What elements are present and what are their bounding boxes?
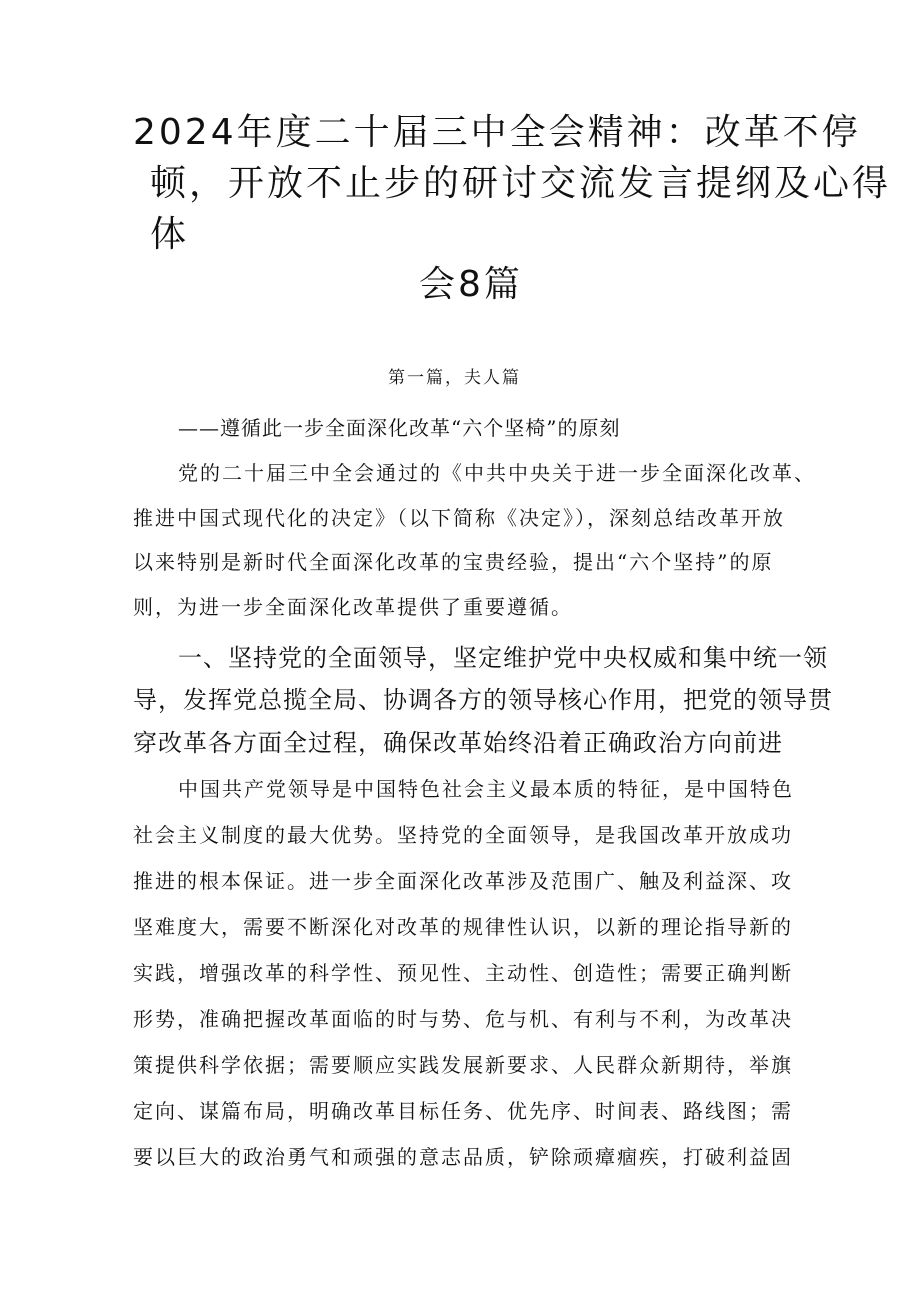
body-paragraph-line: 定向、谋篇布局，明确改革目标任务、优先序、时间表、路线图；需 [133,1099,793,1123]
document-title-line-1: 2024年度二十届三中全会精神：改革不停 [133,112,861,153]
body-paragraph-line: 形势，准确把握改革面临的时与势、危与机、有利与不利，为改革决 [133,1007,793,1031]
body-paragraph-line: 中国共产党领导是中国特色社会主义最本质的特征，是中国特色 [178,777,794,801]
intro-paragraph-line: 以来特别是新时代全面深化改革的宝贵经验，提出“六个坚持”的原 [133,550,774,574]
section-heading-line: 导，发挥党总揽全局、协调各方的领导核心作用，把党的领导贯 [133,686,833,714]
section-heading-line: 穿改革各方面全过程，确保改革始终沿着正确政治方向前进 [133,729,783,757]
body-paragraph-line: 策提供科学依据；需要顺应实践发展新要求、人民群众新期待，举旗 [133,1053,793,1077]
body-paragraph-line: 推进的根本保证。进一步全面深化改革涉及范围广、触及利益深、攻 [133,869,793,893]
document-title-line-4: 会8篇 [419,264,523,305]
body-paragraph-line: 坚难度大，需要不断深化对改革的规律性认识，以新的理论指导新的 [133,915,793,939]
section-subtitle: ——遵循此一步全面深化改革“六个坚椅”的原刻 [178,416,621,440]
body-paragraph-line: 社会主义制度的最大优势。坚持党的全面领导，是我国改革开放成功 [133,823,793,847]
intro-paragraph-line: 推进中国式现代化的决定》（以下简称《决定》），深刻总结改革开放 [133,506,785,530]
intro-paragraph-line: 党的二十届三中全会通过的《中共中央关于进一步全面深化改革、 [178,461,816,485]
body-paragraph-line: 实践，增强改革的科学性、预见性、主动性、创造性；需要正确判断 [133,961,793,985]
intro-paragraph-line: 则，为进一步全面深化改革提供了重要遵循。 [133,595,573,619]
document-title-line-3: 体 [150,214,190,255]
section-title: 第一篇，夫人篇 [388,368,521,388]
body-paragraph-line: 要以巨大的政治勇气和顽强的意志品质，铲除顽瘴痼疾，打破利益固 [133,1145,793,1169]
section-heading-line: 一、坚持党的全面领导，坚定维护党中央权威和集中统一领 [178,644,828,672]
document-title-line-2: 顿，开放不止步的研讨交流发言提纲及心得 [150,163,892,204]
